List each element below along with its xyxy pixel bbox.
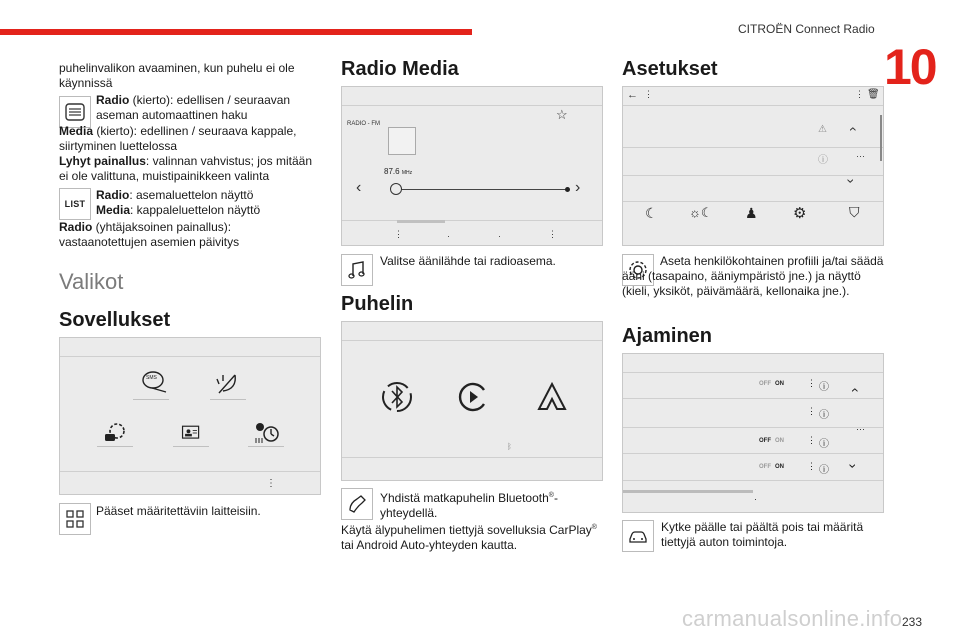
menus-heading: Valikot	[59, 269, 124, 294]
more-options-icon[interactable]: ⋮	[266, 478, 276, 489]
settings-screen: ← ⋮ ⋮ 🗑 ⚠ ⓘ › ··· › ☾ ☼☾ ♟ ⚙ ⛉	[622, 86, 884, 246]
scroll-up-chevron-icon[interactable]: ›	[843, 126, 860, 132]
next-station-chevron-icon[interactable]: ›	[575, 179, 581, 196]
driving-screen: OFF ON ⋮ ⓘ ⋮ ⓘ OFF ON ⋮ ⓘ OFF ON ⋮ ⓘ › ··· › ·	[622, 353, 884, 513]
radio-more-icon[interactable]: ⋮	[548, 229, 557, 239]
phone-desc-2: Käytä älypuhelimen tiettyjä sovelluksia CarPlay® tai Android Auto-yhteyden kautta.	[341, 523, 597, 552]
info-icon[interactable]: ⓘ	[819, 410, 829, 421]
privacy-icon[interactable]: ⛉	[849, 204, 860, 220]
music-icon-box	[341, 254, 373, 286]
driving-desc: Kytke päälle tai päältä pois tai määritä tiettyjä auton toimintoja.	[661, 520, 864, 549]
scroll-down-chevron-icon[interactable]: ›	[845, 463, 862, 469]
section-title: CITROËN Connect Radio	[738, 22, 875, 36]
info-icon[interactable]: ⓘ	[819, 382, 829, 393]
back-arrow-icon[interactable]: ←	[627, 89, 638, 101]
radio-media-heading: Radio Media	[341, 58, 459, 80]
radio-band-label: RADIO - FM	[347, 121, 380, 127]
eco-leaf-icon[interactable]	[215, 371, 241, 397]
list-button-label: LIST	[64, 199, 86, 209]
brightness-night-icon[interactable]: ☼☾	[689, 205, 713, 220]
album-art-placeholder	[388, 127, 416, 155]
frequency-slider-track[interactable]	[394, 189, 568, 190]
info-icon[interactable]: ⓘ	[819, 465, 829, 476]
driving-heading: Ajaminen	[622, 325, 713, 347]
phone-icon-box	[341, 488, 373, 520]
info-icon[interactable]: ⓘ	[818, 155, 828, 166]
music-note-icon	[346, 259, 368, 281]
info-icon[interactable]: ⓘ	[819, 439, 829, 450]
apps-grid-icon	[64, 508, 86, 530]
contacts-card-icon[interactable]	[179, 422, 203, 444]
user-profile-icon[interactable]: ♟	[745, 205, 758, 221]
settings-heading: Asetukset	[622, 58, 718, 80]
list-scroll-icon	[64, 101, 86, 123]
scrollbar[interactable]	[880, 115, 882, 161]
scroll-down-chevron-icon[interactable]: ›	[843, 178, 860, 184]
phone-heading: Puhelin	[341, 293, 414, 315]
favorite-star-icon[interactable]: ☆	[556, 107, 568, 122]
car-icon-box	[622, 520, 654, 552]
chapter-number: 10	[884, 39, 936, 95]
list-desc: Radio: asemaluettelon näyttö Media: kappaleluettelon näyttö	[96, 188, 261, 217]
radio-screen: RADIO - FM ☆ 87.6 MHz ‹ › ⋮ · · ⋮	[341, 86, 603, 246]
page-number: 233	[901, 615, 922, 629]
bluetooth-status-icon: ᛒ	[507, 442, 512, 451]
tab-indicator	[397, 220, 445, 223]
warning-triangle-icon: ⚠	[818, 124, 827, 135]
frequency-slider-thumb[interactable]	[390, 183, 402, 195]
toggle-1[interactable]: OFF ON	[759, 381, 784, 387]
apps-icon-box	[59, 503, 91, 535]
apps-screen	[59, 337, 321, 495]
list-button-box	[59, 188, 91, 220]
settings-gear-icon[interactable]: ⚙	[793, 205, 807, 222]
radio-rotary-desc: Radio (kierto): edellisen / seuraavan aseman automaattinen haku	[96, 93, 291, 122]
toggle-4[interactable]: OFF ON	[759, 464, 784, 470]
phone-desc-1: Yhdistä matkapuhelin Bluetooth®-yhteydellä.	[380, 491, 558, 520]
header-red-bar	[0, 29, 472, 35]
watermark: carmanualsonline.info	[682, 606, 903, 631]
carplay-icon[interactable]	[456, 380, 490, 414]
apps-desc: Pääset määritettäviin laitteisiin.	[96, 504, 261, 518]
svg-text:SMS: SMS	[146, 375, 157, 381]
vehicle-settings-icon[interactable]	[102, 420, 128, 446]
sms-icon[interactable]	[140, 368, 170, 394]
night-mode-icon[interactable]: ☾	[645, 205, 658, 221]
left-intro	[59, 61, 309, 91]
intro-line: puhelinvalikon avaaminen, kun puhelu ei ole käynnissä	[59, 61, 295, 90]
radio-media-desc: Valitse äänilähde tai radioasema.	[380, 254, 556, 268]
tab-indicator	[623, 490, 753, 493]
frequency-value: 87.6 MHz	[384, 167, 413, 176]
bluetooth-icon[interactable]	[380, 380, 414, 414]
scroll-up-chevron-icon[interactable]: ›	[845, 387, 862, 393]
android-auto-icon[interactable]	[535, 380, 569, 414]
delete-trash-icon[interactable]: 🗑	[867, 89, 880, 100]
apps-heading: Sovellukset	[59, 309, 171, 331]
media-desc: Media (kierto): edellinen / seuraava kappale, siirtyminen luettelossa Lyhyt painallus: valinnan vahvistus; jos mitään ei ole valittuna, muistipainikkeen valinta	[59, 124, 312, 183]
phone-handset-icon	[346, 493, 368, 515]
phone-screen	[341, 321, 603, 481]
settings-desc: Aseta henkilökohtainen profiili ja/tai säädä ääni (tasapaino, ääniympäristö jne.) ja näyttö (kieli, yksiköt, päivämäärä, kellonaika jne.).	[622, 254, 884, 298]
prev-station-chevron-icon[interactable]: ‹	[356, 179, 362, 196]
climate-timer-icon[interactable]	[252, 420, 280, 446]
radio-long-press-desc: Radio (yhtäjaksoinen painallus): vastaanotettujen asemien päivitys	[59, 220, 240, 249]
toggle-3[interactable]: OFF ON	[759, 438, 784, 444]
car-icon	[627, 525, 649, 547]
